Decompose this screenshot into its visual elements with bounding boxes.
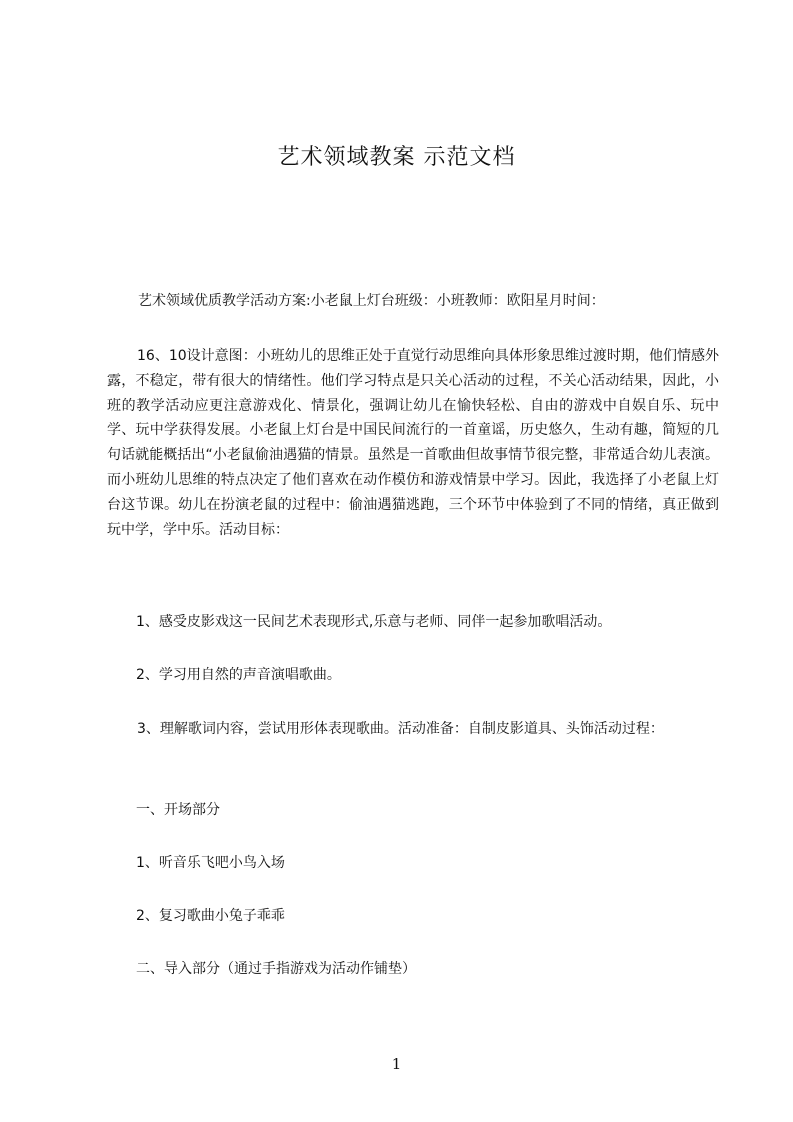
objective-item-2: 2、学习用自然的声音演唱歌曲。: [136, 667, 341, 683]
plan-meta-line: 艺术领域优质教学活动方案:小老鼠上灯台班级：小班教师：欧阳星月时间：: [138, 293, 605, 309]
opening-step-1: 1、听音乐飞吧小鸟入场: [136, 855, 285, 871]
design-intent-paragraph: 16、10设计意图：小班幼儿的思维正处于直觉行动思维向具体形象思维过渡时期，他们情感外露，不稳定，带有很大的情绪性。他们学习特点是只关心活动的过程，不关心活动结果，因此，小班的教学活动应更注意游戏化、情景化，强调让幼儿在愉快轻松、自由的游戏中自娱自乐、玩中学、玩中学获得发展。小老鼠上灯台是中国民间流行的一首童谣，历史悠久，生动有趣，简短的几句话就能概括出“小老鼠偷油遇猫的情景。虽然是一首歌曲但故事情节很完整，非常适合幼儿表演。而小班幼儿思维的特点决定了他们喜欢在动作模仿和游戏情景中学习。因此，我选择了小老鼠上灯台这节课。幼儿在扮演老鼠的过程中：偷油遇猫逃跑，三个环节中体验到了不同的情绪，真正做到玩中学，学中乐。活动目标：: [107, 348, 719, 538]
page-number: 1: [391, 1055, 402, 1073]
section-heading-intro: 二、导入部分（通过手指游戏为活动作铺垫）: [136, 961, 416, 977]
objective-item-3: 3、理解歌词内容，尝试用形体表现歌曲。活动准备：自制皮影道具、头饰活动过程：: [137, 721, 664, 737]
section-heading-opening: 一、开场部分: [136, 802, 220, 818]
opening-step-2: 2、复习歌曲小兔子乖乖: [136, 908, 285, 924]
document-title: 艺术领域教案 示范文档: [277, 145, 516, 170]
objective-item-1: 1、感受皮影戏这一民间艺术表现形式,乐意与老师、同伴一起参加歌唱活动。: [136, 614, 612, 630]
